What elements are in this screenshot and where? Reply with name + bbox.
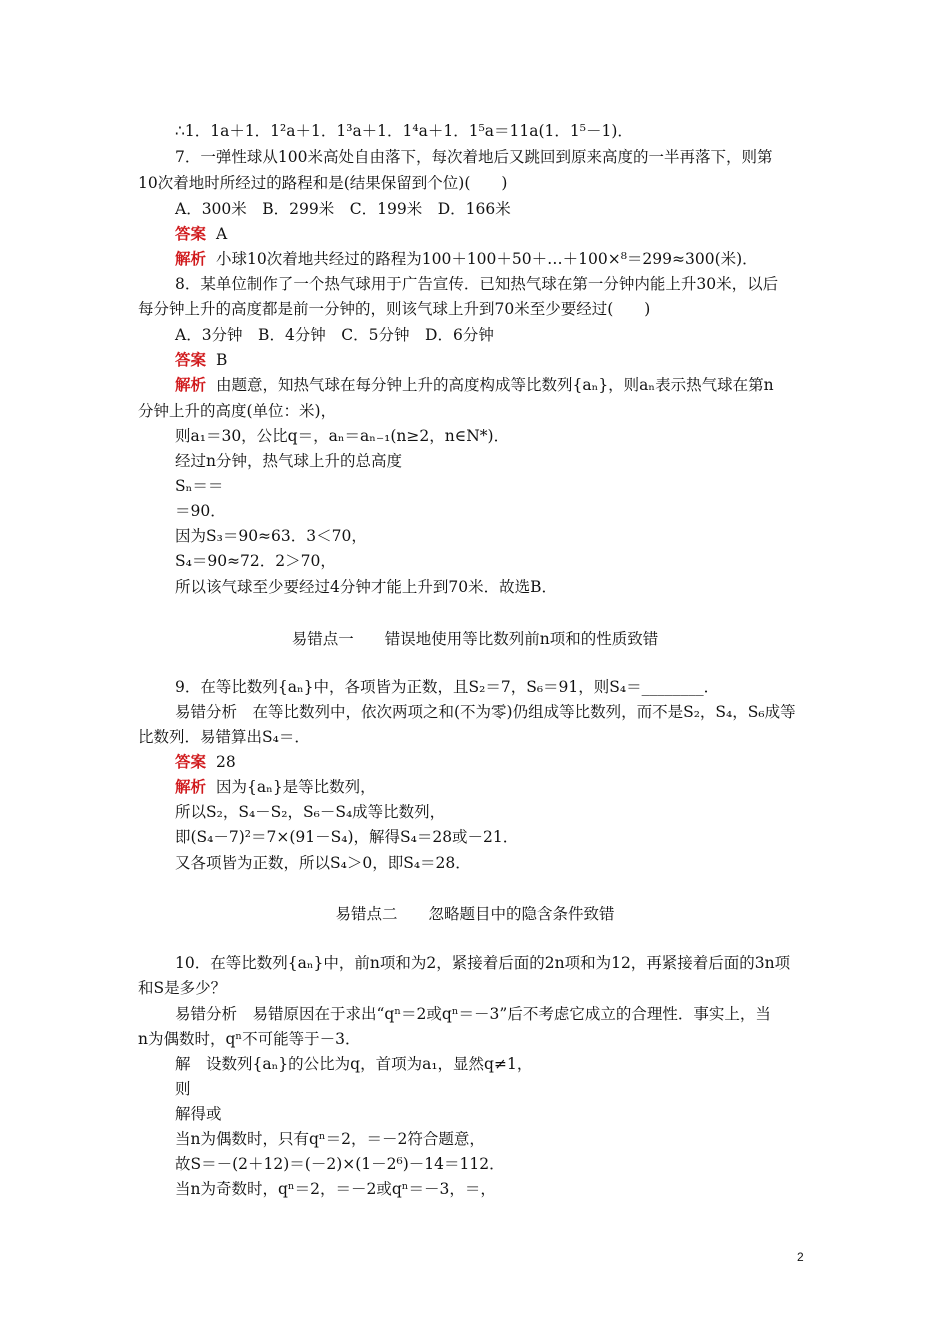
answer-value: 28: [216, 753, 236, 771]
answer-line: [175, 223, 227, 245]
answer-value: B: [216, 351, 228, 369]
question-10: 10．在等比数列{aₙ}中，前n项和为2，紧接着后面的2n项和为12，再紧接着后面的3n项: [175, 954, 791, 972]
text-line: 10次着地时所经过的路程和是(结果保留到个位)( ): [138, 174, 508, 192]
text-line: 解得或: [175, 1105, 222, 1123]
text-line: 即(S₄－7)²＝7×(91－S₄)，解得S₄＝28或－21．: [175, 828, 519, 846]
text-line: 又各项皆为正数，所以S₄＞0，即S₄＝28．: [175, 854, 471, 872]
text-line: 则: [175, 1080, 191, 1098]
text-line: ＝90．: [175, 502, 226, 520]
analysis-line: [175, 248, 758, 270]
text-line: n为偶数时，qⁿ不可能等于－3．: [138, 1030, 361, 1048]
answer-label: 答案: [175, 224, 207, 243]
text-line: 每分钟上升的高度都是前一分钟的，则该气球上升到70米至少要经过( ): [138, 300, 651, 318]
question-9: 9．在等比数列{aₙ}中，各项皆为正数，且S₂＝7，S₆＝91，则S₄＝________．: [175, 678, 720, 696]
text-line: 比数列．易错算出S₄＝．: [138, 728, 310, 746]
analysis-label: 解析: [175, 777, 207, 796]
text-line: S₄＝90≈72．2＞70，: [175, 552, 336, 570]
text-line: 当n为奇数时，qⁿ＝2，＝－2或qⁿ＝－3，＝，: [175, 1180, 496, 1198]
text-line: 分钟上升的高度(单位：米)，: [138, 402, 337, 420]
text-line: 所以S₂，S₄－S₂，S₆－S₄成等比数列，: [175, 803, 446, 821]
answer-label: 答案: [175, 350, 207, 369]
question-8: 8．某单位制作了一个热气球用于广告宣传．已知热气球在第一分钟内能上升30米，以后: [175, 275, 779, 293]
text-line: 易错分析 在等比数列中，依次两项之和(不为零)仍组成等比数列，而不是S₂，S₄，S₆成等: [175, 703, 796, 721]
text-line: 则a₁＝30，公比q＝，aₙ＝aₙ₋₁(n≥2，n∈N*)．: [175, 427, 510, 445]
analysis-text: 由题意，知热气球在每分钟上升的高度构成等比数列{aₙ}，则aₙ表示热气球在第n: [216, 376, 774, 394]
analysis-text: 小球10次着地共经过的路程为100＋100＋50＋…＋100×⁸＝299≈300(米)．: [216, 250, 758, 268]
text-line: 故S＝－(2＋12)＝(－2)×(1－2⁶)－14＝112．: [175, 1155, 505, 1173]
analysis-label: 解析: [175, 375, 207, 394]
text-line: 易错分析 易错原因在于求出“qⁿ＝2或qⁿ＝－3”后不考虑它成立的合理性．事实上，当: [175, 1005, 771, 1023]
text-line: 经过n分钟，热气球上升的总高度: [175, 452, 402, 470]
section-heading-2: 易错点二 忽略题目中的隐含条件致错: [335, 905, 615, 923]
text-line: 和S是多少？: [138, 979, 227, 997]
options: A．3分钟 B．4分钟 C．5分钟 D．6分钟: [175, 326, 494, 344]
answer-label: 答案: [175, 752, 207, 771]
section-heading-1: 易错点一 错误地使用等比数列前n项和的性质致错: [291, 630, 659, 648]
page-number: 2: [797, 1250, 804, 1264]
text-line: 解 设数列{aₙ}的公比为q，首项为a₁，显然q≠1，: [175, 1055, 533, 1073]
options: A．300米 B．299米 C．199米 D．166米: [175, 200, 511, 218]
analysis-text: 因为{aₙ}是等比数列，: [216, 778, 376, 796]
text-line: 当n为偶数时，只有qⁿ＝2，＝－2符合题意，: [175, 1130, 485, 1148]
answer-line: [175, 349, 227, 371]
text-line: 所以该气球至少要经过4分钟才能上升到70米．故选B．: [175, 578, 557, 596]
text-line: Sₙ＝＝: [175, 477, 224, 495]
text-line: ∴1．1a＋1．1²a＋1．1³a＋1．1⁴a＋1．1⁵a＝11a(1．1⁵－1)．: [175, 122, 633, 140]
analysis-line: [175, 374, 774, 396]
analysis-label: 解析: [175, 249, 207, 268]
answer-line: [175, 751, 236, 773]
question-7: 7．一弹性球从100米高处自由落下，每次着地后又跳回到原来高度的一半再落下，则第: [175, 148, 773, 166]
answer-value: A: [216, 225, 228, 243]
text-line: 因为S₃＝90≈63．3＜70，: [175, 527, 367, 545]
analysis-line: [175, 776, 376, 798]
